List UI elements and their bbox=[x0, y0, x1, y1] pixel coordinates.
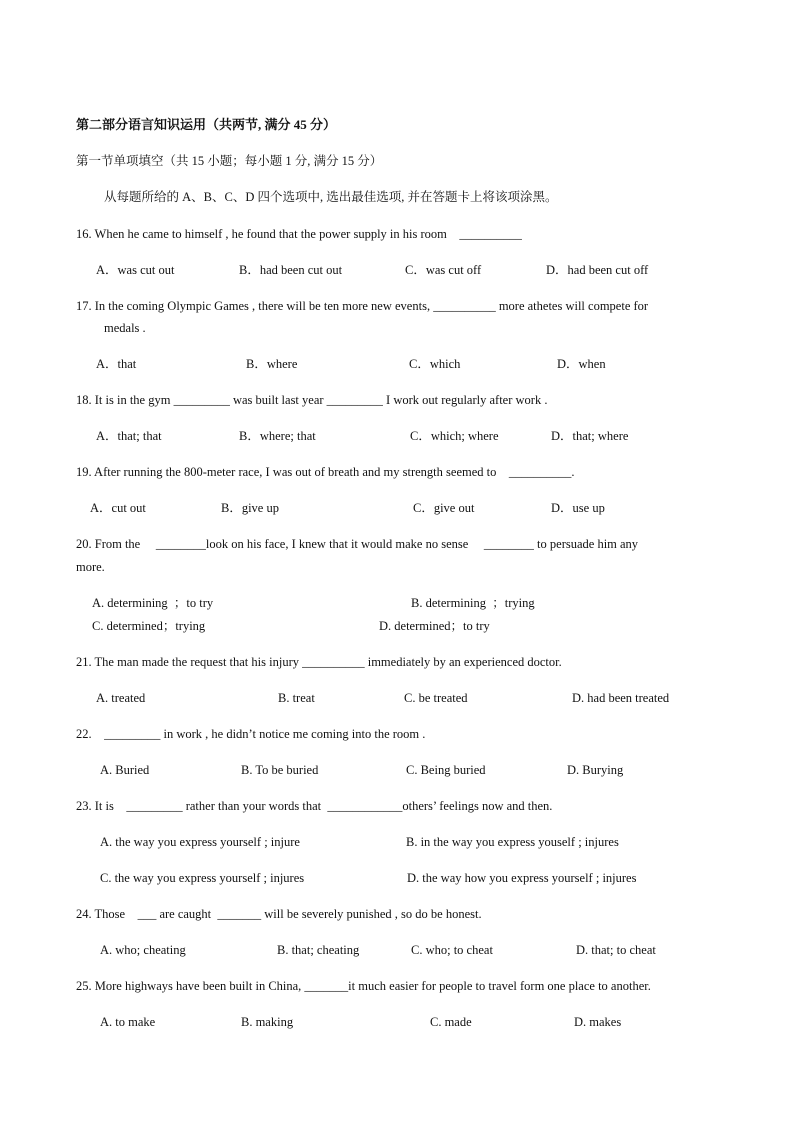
option-a: A. the way you express yourself ; injure bbox=[100, 835, 300, 849]
option-c: C．which; where bbox=[410, 429, 499, 443]
option-b: B．where bbox=[246, 357, 298, 371]
question-stem: 18. It is in the gym _________ was built last year _________ I work out regularly after work . bbox=[76, 393, 548, 407]
option-d: D．use up bbox=[551, 501, 605, 515]
option-a: A．that; that bbox=[96, 429, 162, 443]
option-d: D．when bbox=[557, 357, 606, 371]
question-stem: 19. After running the 800-meter race, I was out of breath and my strength seemed to __________. bbox=[76, 465, 575, 479]
option-a: A．that bbox=[96, 357, 137, 371]
question-stem: 22. _________ in work , he didn’t notice me coming into the room . bbox=[76, 727, 426, 741]
instruction-text: 从每题所给的 A、B、C、D 四个选项中, 选出最佳选项, 并在答题卡上将该项涂黑。 bbox=[104, 190, 558, 204]
option-d: D. the way how you express yourself ; injures bbox=[407, 871, 637, 885]
option-d: D. makes bbox=[574, 1015, 622, 1029]
question-stem: 17. In the coming Olympic Games , there will be ten more new events, __________ more athetes will compete for bbox=[76, 299, 649, 313]
option-c: C. made bbox=[430, 1015, 472, 1029]
option-b: B. treat bbox=[278, 691, 315, 705]
option-c: C. the way you express yourself ; injures bbox=[100, 871, 305, 885]
question-stem: 23. It is _________ rather than your words that ____________others’ feelings now and then. bbox=[76, 799, 553, 813]
question-stem: 25. More highways have been built in China, _______it much easier for people to travel form one place to another. bbox=[76, 979, 651, 993]
question-stem: 20. From the ________look on his face, I knew that it would make no sense ________ to persuade him any bbox=[76, 537, 639, 551]
option-a: A. to make bbox=[100, 1015, 156, 1029]
option-c: C. be treated bbox=[404, 691, 468, 705]
option-c: C．which bbox=[409, 357, 461, 371]
question-stem: 24. Those ___ are caught _______ will be severely punished , so do be honest. bbox=[76, 907, 482, 921]
option-b: B. determining ；trying bbox=[411, 596, 535, 610]
option-d: D. that; to cheat bbox=[576, 943, 656, 957]
section-heading: 第一节单项填空（共 15 小题；每小题 1 分, 满分 15 分） bbox=[76, 154, 383, 168]
option-d: D．had been cut off bbox=[546, 263, 649, 277]
option-b: B. To be buried bbox=[241, 763, 319, 777]
option-c: C. who; to cheat bbox=[411, 943, 493, 957]
option-c: C．was cut off bbox=[405, 263, 482, 277]
option-a: A. who; cheating bbox=[100, 943, 186, 957]
option-c: C．give out bbox=[413, 501, 475, 515]
option-a: A．cut out bbox=[90, 501, 146, 515]
option-c: C. Being buried bbox=[406, 763, 486, 777]
question-stem-continued: more. bbox=[76, 560, 105, 574]
option-a: A．was cut out bbox=[96, 263, 175, 277]
option-b: B. making bbox=[241, 1015, 294, 1029]
question-stem: 16. When he came to himself , he found that the power supply in his room __________ bbox=[76, 227, 522, 241]
option-d: D. had been treated bbox=[572, 691, 670, 705]
option-d: D．that; where bbox=[551, 429, 629, 443]
option-d: D. Burying bbox=[567, 763, 624, 777]
option-b: B. that; cheating bbox=[277, 943, 360, 957]
option-a: A. determining ；to try bbox=[92, 596, 214, 610]
part-heading: 第二部分语言知识运用（共两节, 满分 45 分） bbox=[76, 117, 337, 132]
question-stem: 21. The man made the request that his injury __________ immediately by an experienced doctor. bbox=[76, 655, 562, 669]
option-b: B．where; that bbox=[239, 429, 316, 443]
option-b: B. in the way you express youself ; injures bbox=[406, 835, 619, 849]
option-a: A. Buried bbox=[100, 763, 150, 777]
option-c: C. determined；trying bbox=[92, 619, 206, 633]
option-b: B．had been cut out bbox=[239, 263, 343, 277]
question-stem-continued: medals . bbox=[104, 321, 146, 335]
option-b: B．give up bbox=[221, 501, 279, 515]
option-a: A. treated bbox=[96, 691, 146, 705]
option-d: D. determined；to try bbox=[379, 619, 490, 633]
